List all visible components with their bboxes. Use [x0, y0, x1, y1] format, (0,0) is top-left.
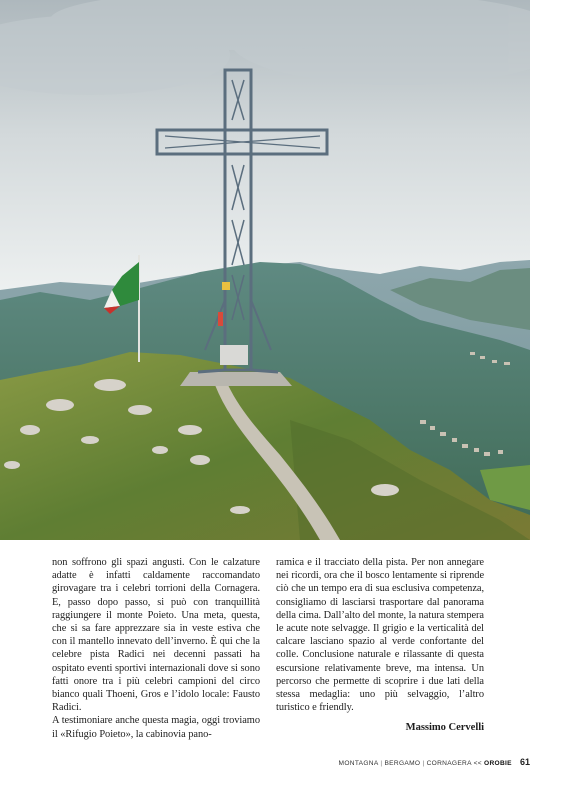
- page-number: 61: [519, 757, 530, 767]
- cross-ribbon: [218, 312, 223, 326]
- article-column-left: [52, 556, 260, 741]
- paragraph: non soffrono gli spazi angusti. Con le calzature adatte è infatti caldamente raccomandato girovagare tra i celebri torrioni della Cornagera. E, passo dopo passo, si può con tranquillità raggiungere il monte Poieto. Una meta, questa, che si sa fare apprezzare sia in veste estiva che con il mantello innevato dell’inverno. È qui che la celebre pista Radici nei decenni passati ha ospitato eventi sportivi internazionali dove si sono fatti onore tra i più celebri campioni del circo bianco quali Thoeni, Gros e l’idolo locale: Fausto Radici.: [52, 557, 260, 714]
- separator: |: [380, 760, 383, 767]
- page-footer: [250, 757, 530, 767]
- section-label: MONTAGNA: [338, 760, 379, 767]
- section-label: CORNAGERA: [426, 760, 472, 767]
- section-label: BERGAMO: [384, 760, 421, 767]
- paragraph: A testimoniare anche questa magia, oggi troviamo il «Rifugio Poieto», la cabinovia pano-: [52, 715, 260, 740]
- paragraph: ramica e il tracciato della pista. Per non annegare nei ricordi, ora che il bosco lentamente si riprende ciò che un tempo era di sua esclusiva competenza, consigliamo di lasciarsi trasportare dal panorama della cima. Dall’alto del monte, la natura stempera le acute note selvagge. Il grigio e la verticalità del calcare lasciano spazio al verde confortante del colle. Conclusione naturale e rilassante di questa escursione relativamente breve, ma intensa. Un percorso che permette di scoprire i due lati della stessa medaglia: uno più selvaggio, l’altro turistico e friendly.: [276, 557, 484, 714]
- separator: |: [422, 760, 425, 767]
- article-column-right: [276, 556, 484, 735]
- author-byline: Massimo Cervelli: [405, 722, 484, 734]
- cross-base: [180, 372, 292, 386]
- magazine-name: OROBIE: [484, 760, 512, 767]
- cross-plaque: [220, 345, 248, 365]
- footer-arrows: <<: [473, 760, 482, 767]
- cross-sign: [222, 282, 230, 290]
